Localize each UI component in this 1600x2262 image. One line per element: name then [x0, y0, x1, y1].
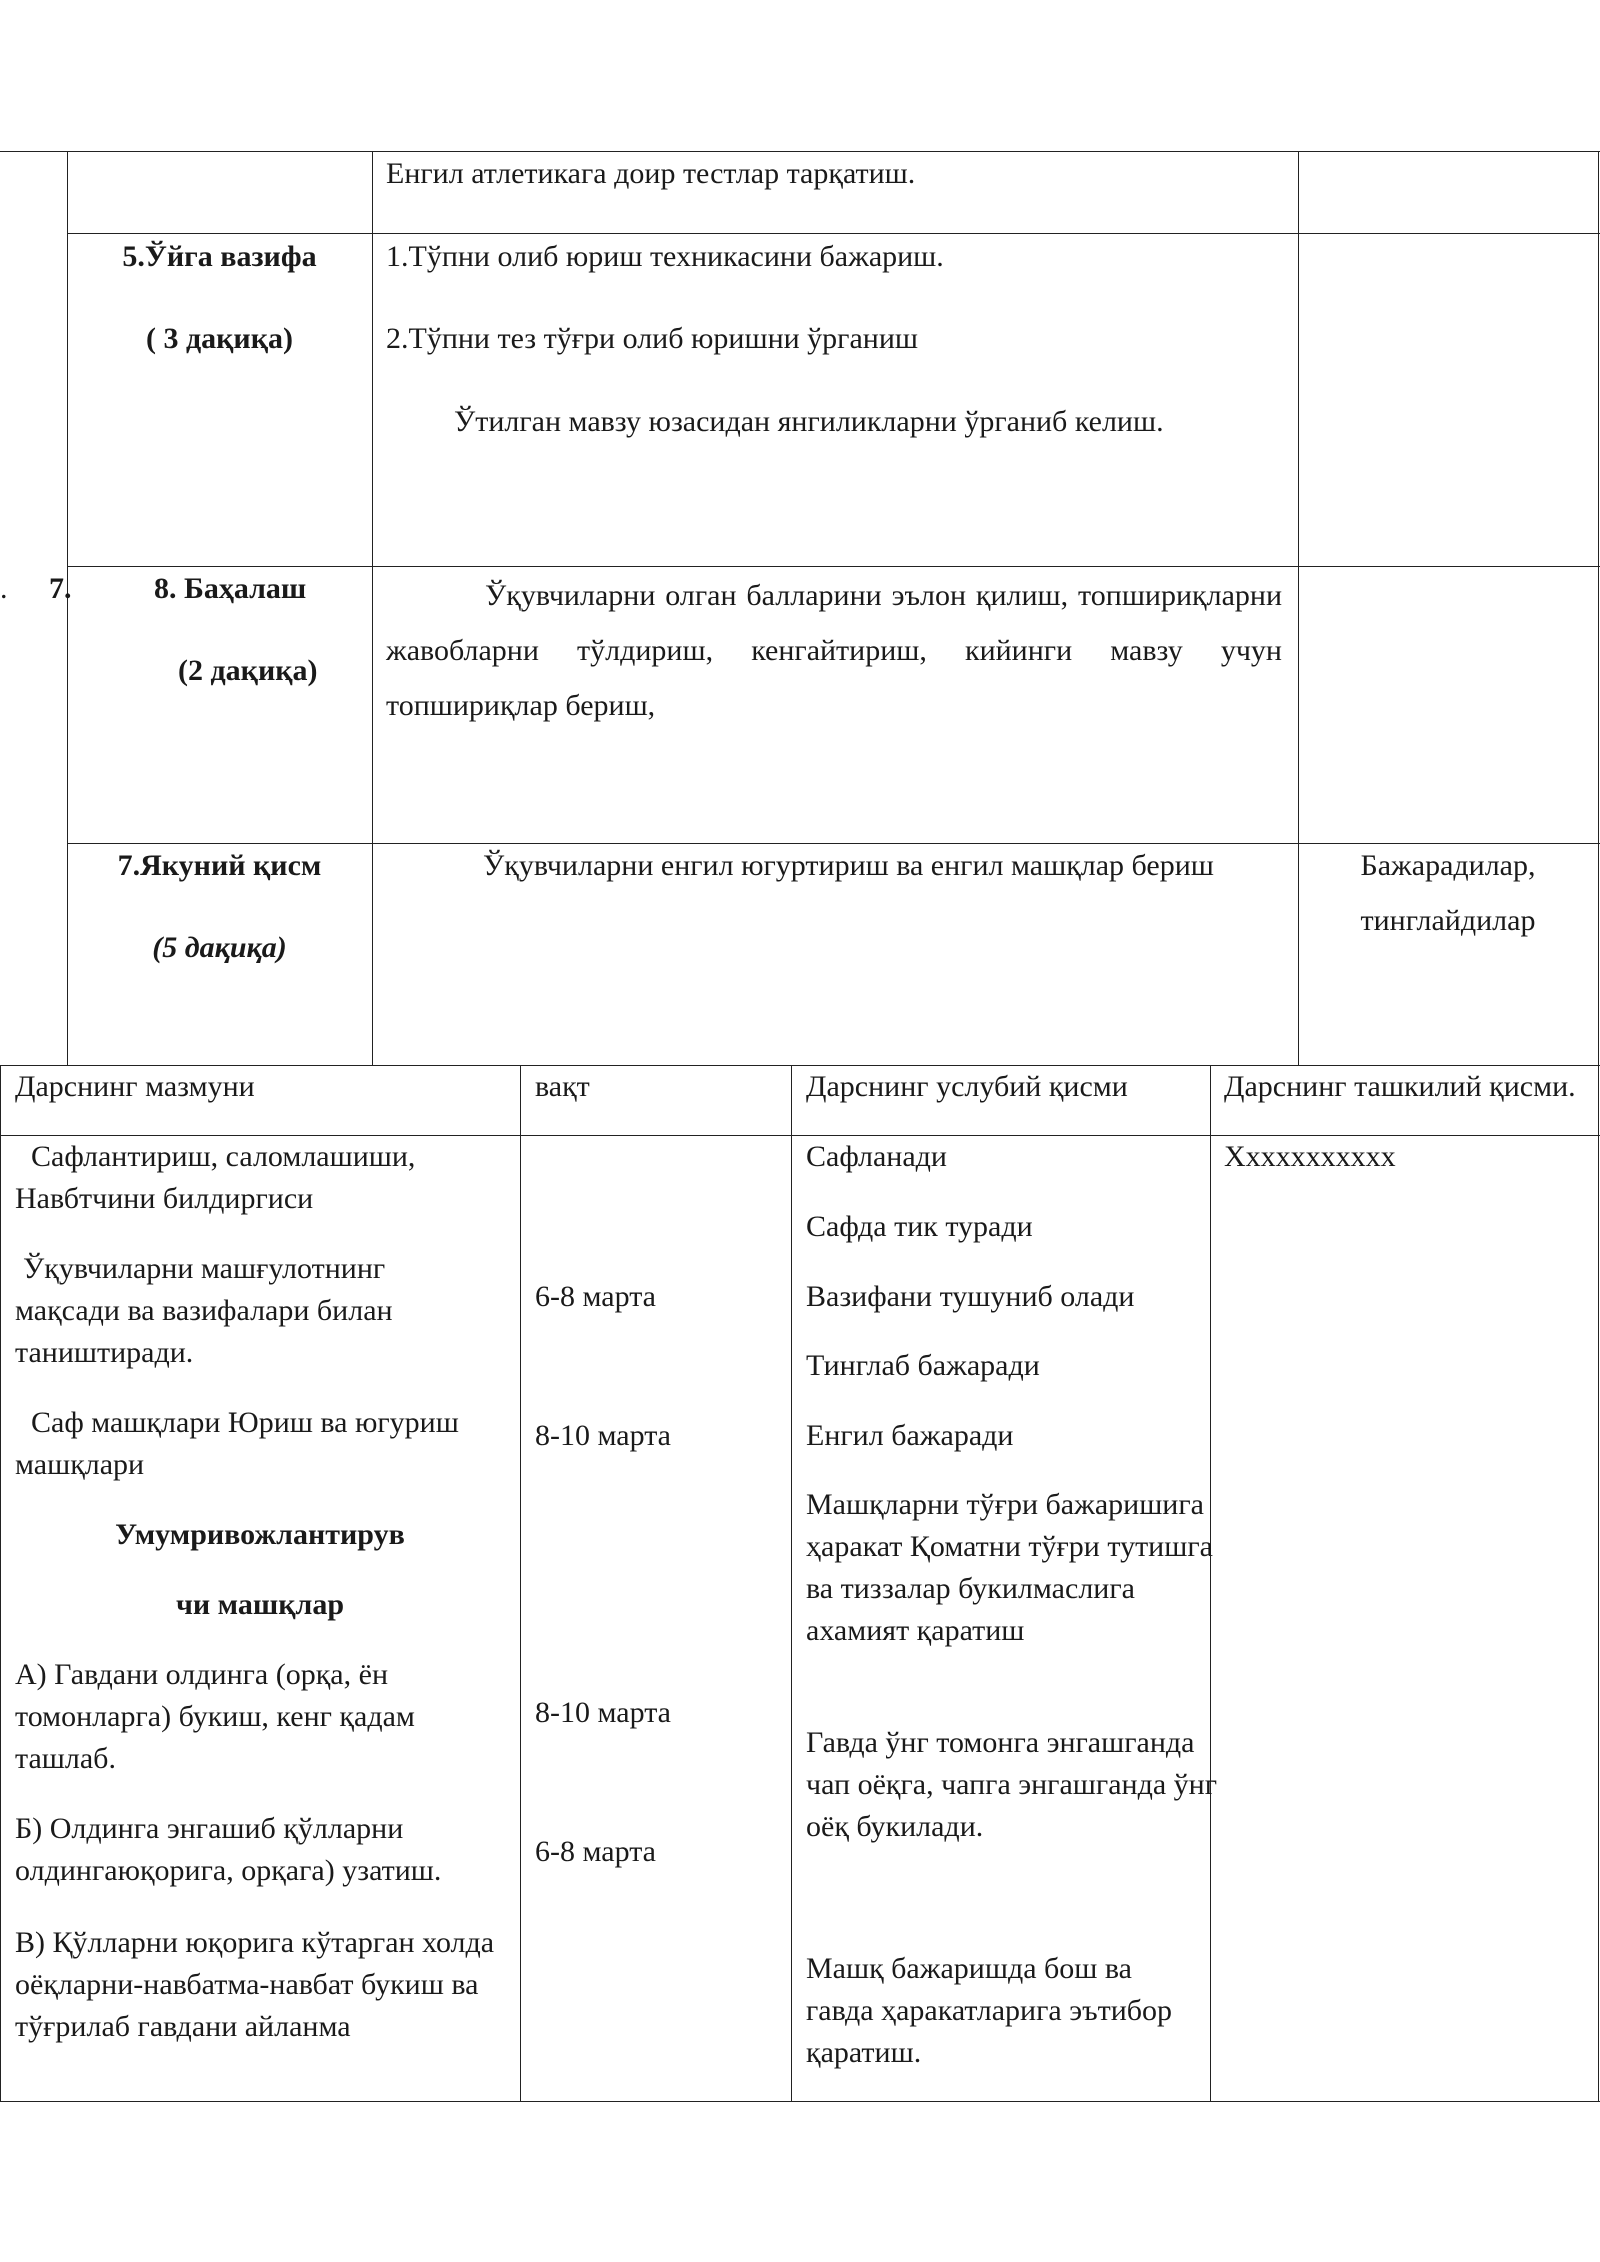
row-marker-dot: . [0, 572, 8, 605]
method-item-6: Машқларни тўғри бажаришига ҳаракат Қоматни тўғри тутишга ва тиззалар букилмаслига ахамият қаратиш [806, 1488, 1213, 1647]
column-divider [1598, 1065, 1599, 2101]
final-activity-line-1: Бажарадилар, [1360, 849, 1536, 882]
method-item-1: Сафланади [806, 1140, 947, 1173]
time-value-3: 8-10 марта [535, 1696, 671, 1729]
method-item-8: Машқ бажаришда бош ва гавда ҳаракатларига эътибор қаратиш. [806, 1952, 1173, 2069]
column-divider [372, 151, 373, 1065]
assessment-content: Ўқувчиларни олган балларини эълон қилиш, топшириқларни жавобларни тўлдириш, кенгайтириш, кийинги мавзу учун топшириқлар бериш, [386, 579, 1282, 722]
homework-time: ( 3 дақиқа) [145, 322, 293, 355]
time-value-1: 6-8 марта [535, 1280, 656, 1313]
exercise-c: В) Қўлларни юқорига кўтарган холда оёқларни-навбатма-навбат букиш ва тўғрилаб гавдани айланма [15, 1926, 495, 2043]
content-item-3: Саф машқлари Юриш ва югуриш машқлари [15, 1406, 459, 1481]
homework-stage-label: 5.Ўйга вазифа [122, 240, 317, 273]
test-distribution-text: Енгил атлетикага доир тестлар тарқатиш. [386, 157, 916, 190]
exercise-b: Б) Олдинга энгашиб қўлларни олдингаюқорига, орқага) узатиш. [15, 1812, 442, 1887]
method-item-7: Гавда ўнг томонга энгашганда чап оёқга, чапга энгашганда ўнг оёқ букилади. [806, 1726, 1218, 1843]
time-value-2: 8-10 марта [535, 1419, 671, 1452]
column-divider [0, 1065, 1, 2101]
time-value-4: 6-8 марта [535, 1835, 656, 1868]
content-item-1: Сафлантириш, саломлашиши, Навбтчини билдиргиси [15, 1140, 416, 1215]
method-item-3: Вазифани тушуниб олади [806, 1280, 1135, 1313]
exercise-a: А) Гавдани олдинга (орқа, ён томонларга) букиш, кенг қадам ташлаб. [15, 1658, 415, 1775]
header-organizational-part: Дарснинг ташкилий қисми. [1224, 1070, 1576, 1103]
header-time: вақт [535, 1070, 590, 1103]
method-item-2: Сафда тик туради [806, 1210, 1033, 1243]
final-stage-content: Ўқувчиларни енгил югуртириш ва енгил машқлар бериш [483, 849, 1214, 882]
homework-line-2: 2.Тўпни тез тўғри олиб юришни ўрганиш [386, 322, 919, 355]
header-methodical-part: Дарснинг услубий қисми [806, 1070, 1128, 1103]
header-lesson-content: Дарснинг мазмуни [15, 1070, 255, 1103]
homework-line-3: Ўтилган мавзу юзасидан янгиликларни ўрганиб келиш. [454, 405, 1164, 438]
row-marker-number: 7. [49, 572, 72, 605]
column-divider [1598, 151, 1599, 1065]
content-heading-1: Умумривожлантирув [115, 1518, 405, 1551]
assessment-time: (2 дақиқа) [178, 654, 318, 687]
homework-line-1: 1.Тўпни олиб юриш техникасини бажариш. [386, 240, 944, 273]
row-divider [67, 843, 1600, 844]
content-item-2: Ўқувчиларни машғулотнинг мақсади ва вазифалари билан таништиради. [15, 1252, 393, 1369]
row-divider [0, 151, 1600, 152]
final-activity-line-2: тинглайдилар [1360, 904, 1536, 937]
final-stage-label: 7.Якуний қисм [117, 849, 322, 882]
assessment-stage-label: 8. Баҳалаш [154, 572, 307, 605]
row-divider [67, 566, 1600, 567]
column-divider [791, 1065, 792, 2101]
content-heading-2: чи машқлар [175, 1588, 345, 1621]
row-divider [0, 2101, 1600, 2102]
method-item-5: Енгил бажаради [806, 1419, 1014, 1452]
org-item-1: Xxxxxxxxxxx [1224, 1140, 1396, 1173]
method-item-4: Тинглаб бажаради [806, 1349, 1040, 1382]
final-stage-time: (5 дақиқа) [152, 931, 287, 964]
row-divider [67, 233, 1600, 234]
